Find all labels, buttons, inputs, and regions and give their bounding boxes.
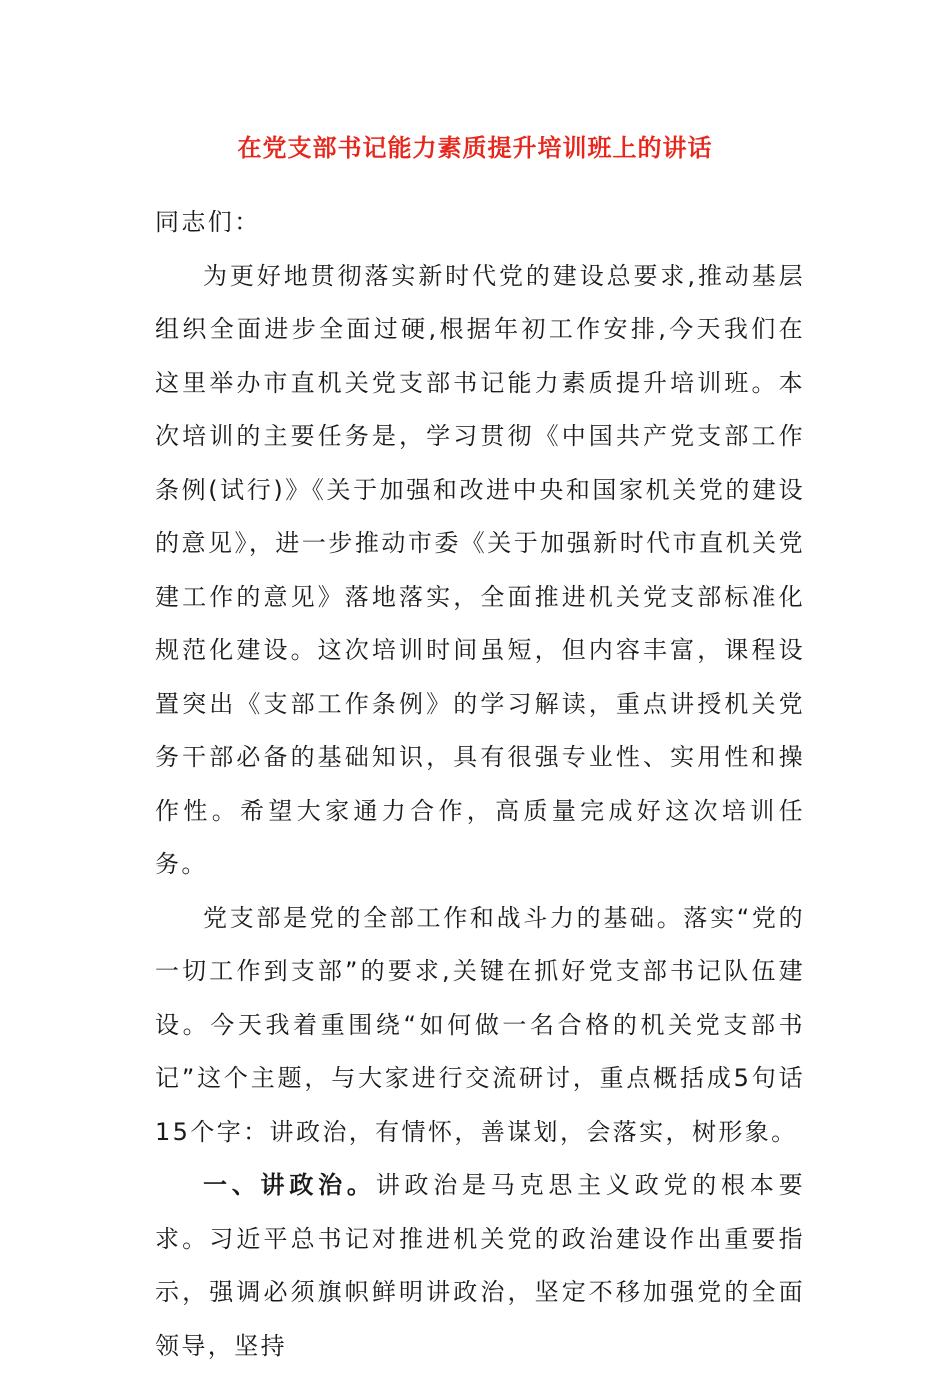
section-1-heading: 一、讲政治。 bbox=[203, 1171, 376, 1199]
section-1-paragraph bbox=[155, 1159, 805, 1373]
document-title: 在党支部书记能力素质提升培训班上的讲话 bbox=[237, 134, 713, 162]
salutation: 同志们： bbox=[155, 208, 261, 236]
paragraph-branch-foundation: 党支部是党的全部工作和战斗力的基础。落实“党的一切工作到支部”的要求,关键在抓好党支部书记队伍建设。今天我着重围绕“如何做一名合格的机关党支部书记”这个主题，与大家进行交流研讨，重点概括成5句话15个字：讲政治，有情怀，善谋划，会落实，树形象。 bbox=[155, 903, 805, 1146]
paragraph-intro: 为更好地贯彻落实新时代党的建设总要求,推动基层组织全面进步全面过硬,根据年初工作安排,今天我们在这里举办市直机关党支部书记能力素质提升培训班。本次培训的主要任务是，学习贯彻《中国共产党支部工作条例(试行)》《关于加强和改进中央和国家机关党的建设的意见》，进一步推动市委《关于加强新时代市直机关党建工作的意见》落地落实，全面推进机关党支部标准化规范化建设。这次培训时间虽短，但内容丰富，课程设置突出《支部工作条例》的学习解读，重点讲授机关党务干部必备的基础知识，具有很强专业性、实用性和操作性。希望大家通力合作，高质量完成好这次培训任务。 bbox=[155, 261, 805, 878]
section-1-text: 讲政治是马克思主义政党的根本要求。习近平总书记对推进机关党的政治建设作出重要指示，强调必须旗帜鲜明讲政治，坚定不移加强党的全面领导，坚持 bbox=[155, 1171, 806, 1360]
document-body bbox=[155, 196, 805, 1373]
